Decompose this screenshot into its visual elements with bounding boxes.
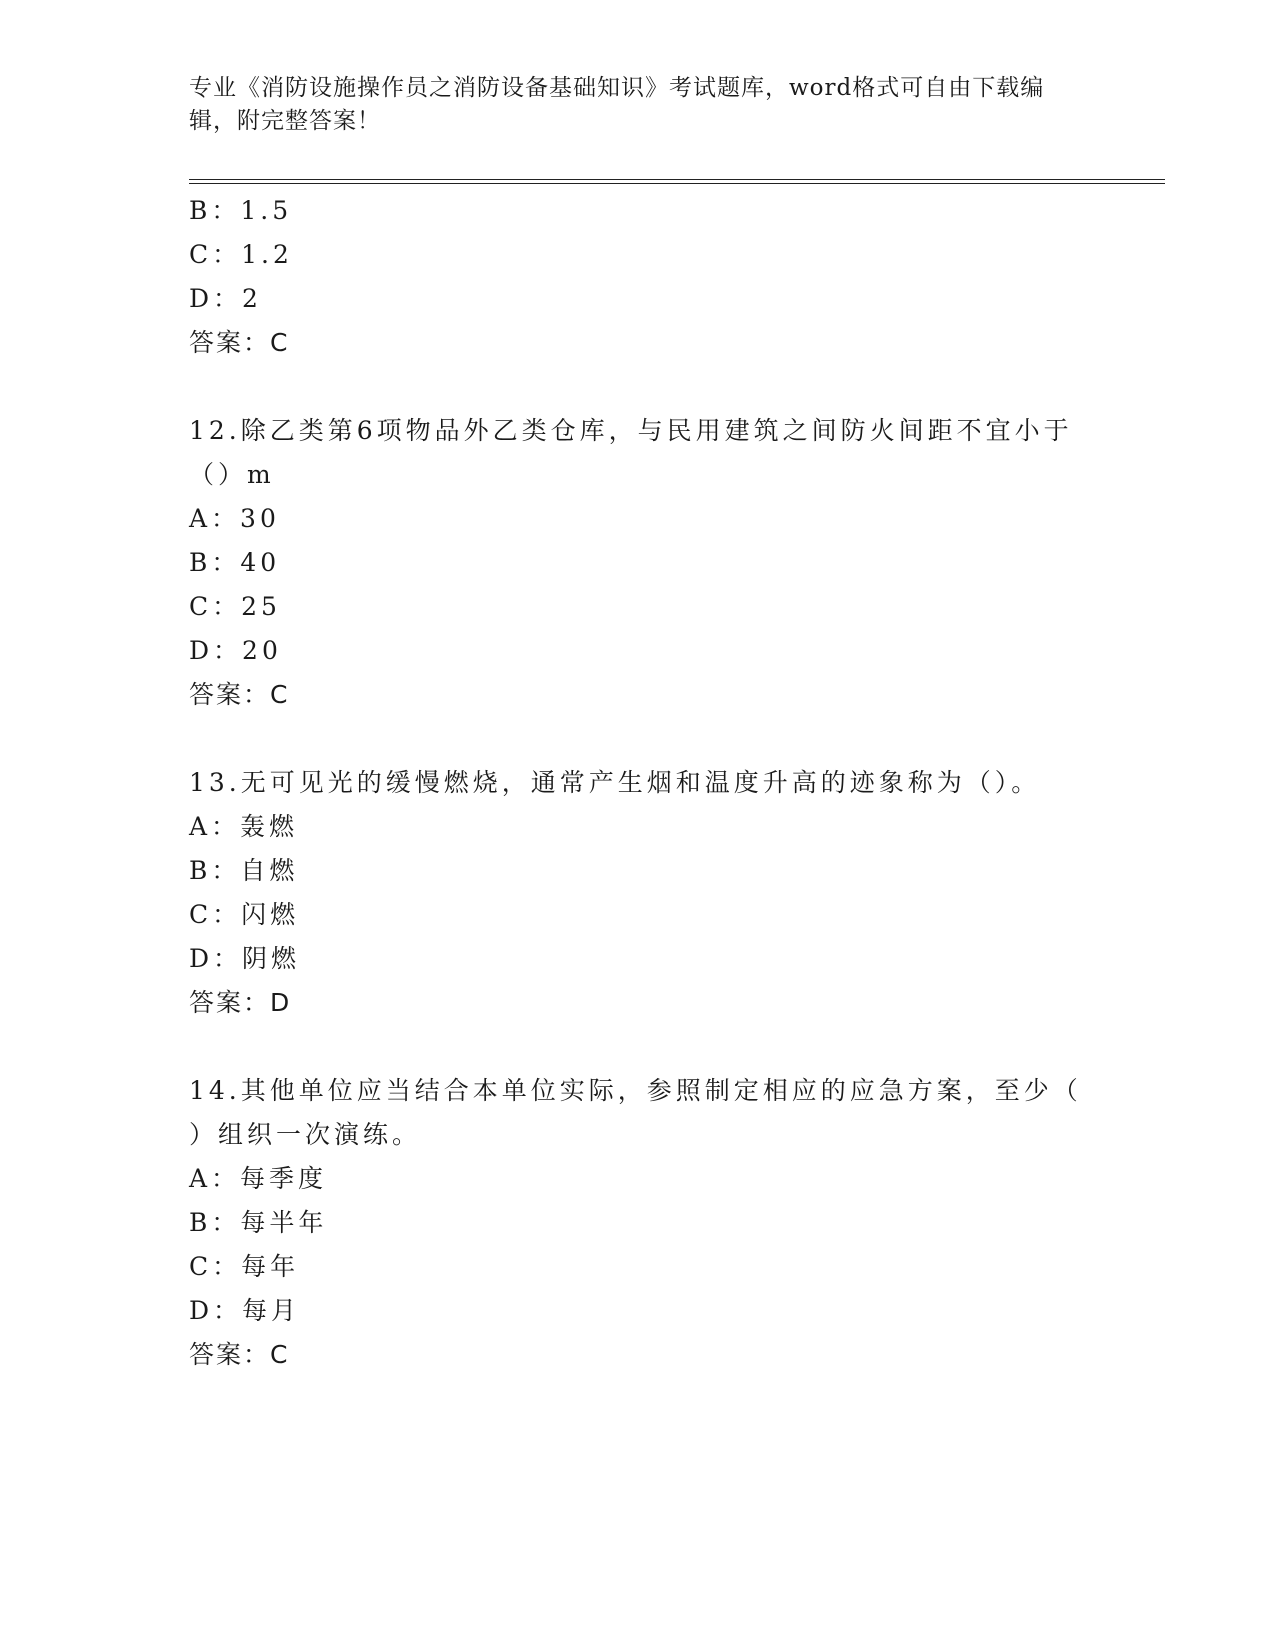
q11-option-c: C：1.2 bbox=[189, 240, 293, 269]
q11-option-d: D：2 bbox=[189, 284, 262, 313]
q13-option-d: D：阴燃 bbox=[189, 944, 301, 973]
q13-answer: 答案：D bbox=[189, 988, 292, 1017]
q14-option-b: B：每半年 bbox=[189, 1208, 328, 1237]
q14-option-c: C：每年 bbox=[189, 1252, 300, 1281]
q11-option-b: B：1.5 bbox=[189, 196, 293, 225]
q13-option-a: A：轰燃 bbox=[189, 812, 299, 841]
q14-option-d: D：每月 bbox=[189, 1296, 301, 1325]
q14-stem-line-2: ）组织一次演练。 bbox=[189, 1120, 422, 1149]
q12-option-c: C：25 bbox=[189, 592, 281, 621]
q12-option-a: A：30 bbox=[189, 504, 280, 533]
q13-option-b: B：自燃 bbox=[189, 856, 299, 885]
q13-stem-line-1: 13.无可见光的缓慢燃烧，通常产生烟和温度升高的迹象称为（）。 bbox=[189, 768, 1041, 797]
q12-stem-line-1: 12.除乙类第6项物品外乙类仓库，与民用建筑之间防火间距不宜小于 bbox=[189, 416, 1073, 445]
header-divider-top bbox=[189, 179, 1165, 180]
header-line-2: 辑，附完整答案！ bbox=[189, 108, 381, 134]
q12-option-b: B：40 bbox=[189, 548, 281, 577]
q12-answer: 答案：C bbox=[189, 680, 290, 709]
q14-stem-line-1: 14.其他单位应当结合本单位实际，参照制定相应的应急方案，至少（ bbox=[189, 1076, 1082, 1105]
q12-stem-line-2: （）m bbox=[189, 460, 275, 489]
document-header bbox=[189, 72, 1069, 138]
q14-option-a: A：每季度 bbox=[189, 1164, 328, 1193]
q11-answer: 答案：C bbox=[189, 328, 290, 357]
q14-answer: 答案：C bbox=[189, 1340, 290, 1369]
q13-option-c: C：闪燃 bbox=[189, 900, 300, 929]
header-divider-bottom bbox=[189, 183, 1165, 184]
q12-option-d: D：20 bbox=[189, 636, 282, 665]
header-line-1: 专业《消防设施操作员之消防设备基础知识》考试题库，word格式可自由下载编 bbox=[189, 75, 1045, 101]
